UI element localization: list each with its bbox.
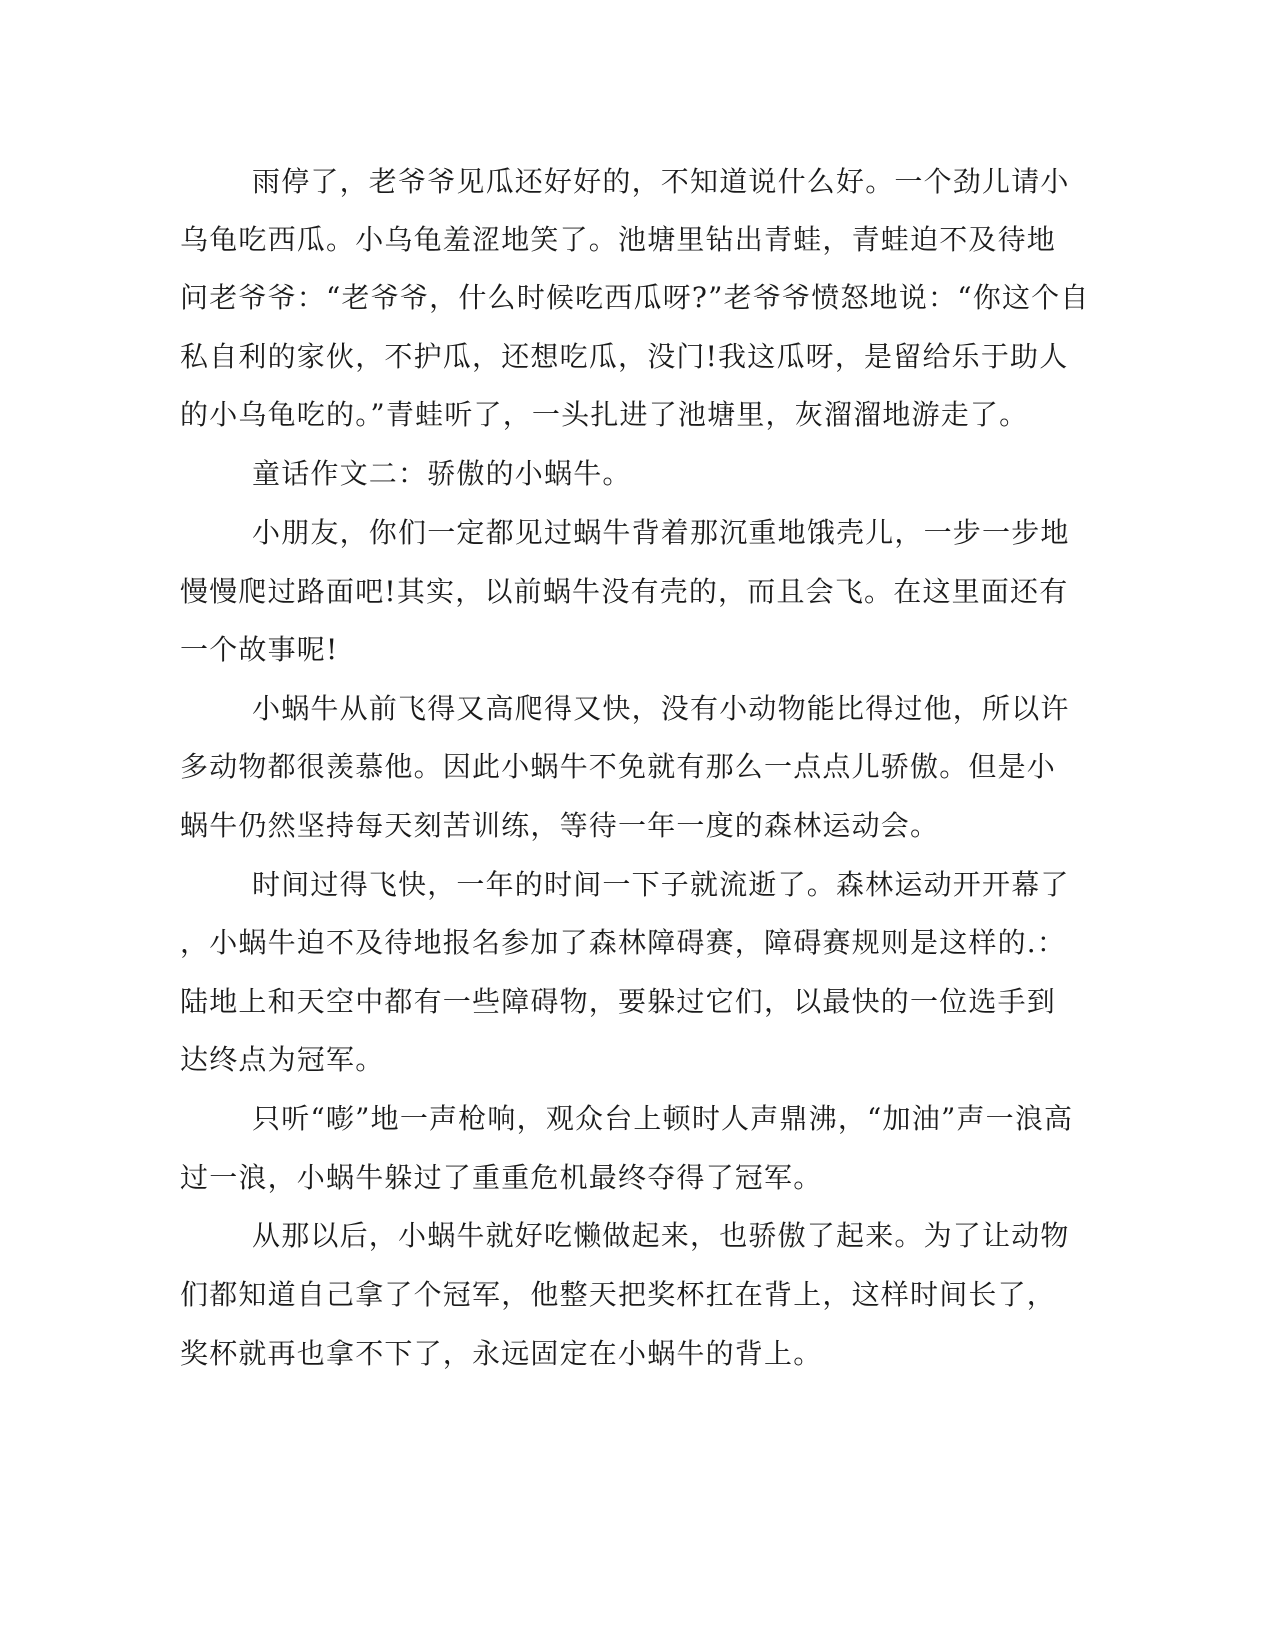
text-line: 雨停了，老爷爷见瓜还好好的，不知道说什么好。一个劲儿请小 xyxy=(252,165,1070,198)
text-line: 小蜗牛从前飞得又高爬得又快，没有小动物能比得过他，所以许 xyxy=(252,692,1070,725)
text-line: 过一浪，小蜗牛躲过了重重危机最终夺得了冠军。 xyxy=(180,1161,823,1194)
text-line: ，小蜗牛迫不及待地报名参加了森林障碍赛，障碍赛规则是这样的.： xyxy=(180,926,1067,959)
text-line: 们都知道自己拿了个冠军，他整天把奖杯扛在背上，这样时间长了， xyxy=(180,1278,1057,1311)
text-line: 达终点为冠军。 xyxy=(180,1043,385,1076)
text-line: 陆地上和天空中都有一些障碍物，要躲过它们，以最快的一位选手到 xyxy=(180,985,1057,1018)
text-line: 慢慢爬过路面吧!其实，以前蜗牛没有壳的，而且会飞。在这里面还有 xyxy=(180,575,1069,608)
text-line: 小朋友，你们一定都见过蜗牛背着那沉重地饿壳儿，一步一步地 xyxy=(252,516,1070,549)
text-line: 私自利的家伙，不护瓜，还想吃瓜，没门!我这瓜呀，是留给乐于助人 xyxy=(180,340,1069,373)
text-line: 只听“嘭”地一声枪响，观众台上顿时人声鼎沸，“加油”声一浪高 xyxy=(252,1102,1074,1135)
text-line: 多动物都很羡慕他。因此小蜗牛不免就有那么一点点儿骄傲。但是小 xyxy=(180,750,1057,783)
text-line: 问老爷爷：“老爷爷，什么时候吃西瓜呀?”老爷爷愤怒地说：“你这个自 xyxy=(180,281,1090,314)
text-line: 一个故事呢! xyxy=(180,633,339,666)
text-line: 蜗牛仍然坚持每天刻苦训练，等待一年一度的森林运动会。 xyxy=(180,809,940,842)
section-heading: 童话作文二：骄傲的小蜗牛。 xyxy=(252,457,632,490)
text-line: 从那以后，小蜗牛就好吃懒做起来，也骄傲了起来。为了让动物 xyxy=(252,1219,1070,1252)
text-line: 的小乌龟吃的。”青蛙听了，一头扎进了池塘里，灰溜溜地游走了。 xyxy=(180,398,1029,431)
text-line: 乌龟吃西瓜。小乌龟羞涩地笑了。池塘里钻出青蛙，青蛙迫不及待地 xyxy=(180,223,1057,256)
text-line: 奖杯就再也拿不下了，永远固定在小蜗牛的背上。 xyxy=(180,1337,823,1370)
text-line: 时间过得飞快，一年的时间一下子就流逝了。森林运动开开幕了 xyxy=(252,868,1070,901)
